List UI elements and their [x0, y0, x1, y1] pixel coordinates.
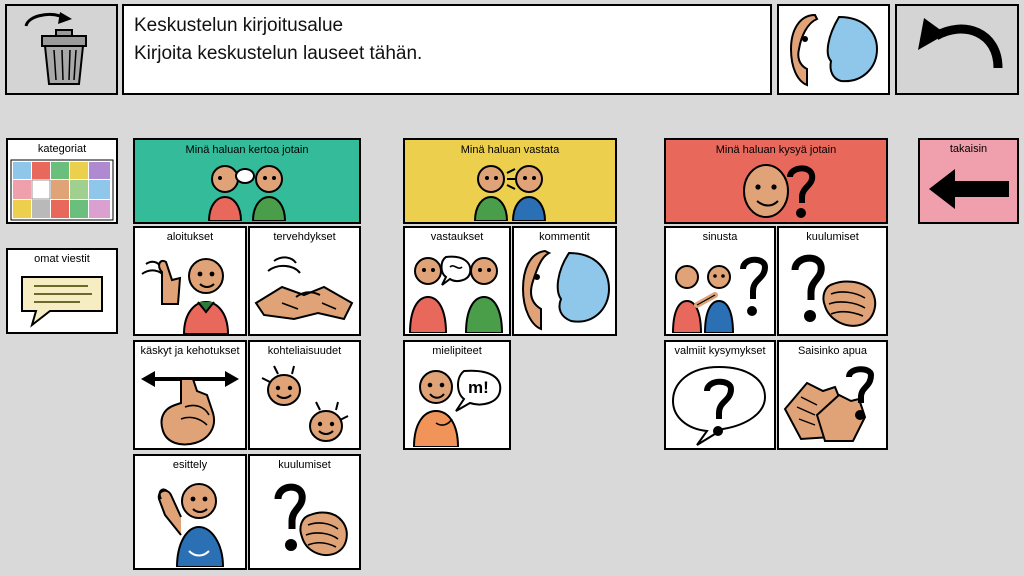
tile-tervehdykset[interactable] — [248, 226, 361, 336]
speech-bubble-lines-icon — [8, 267, 116, 332]
top-toolbar — [0, 0, 1024, 99]
group-header-answer[interactable] — [403, 138, 617, 224]
question-mark-fist-icon — [250, 473, 359, 568]
pointing-hand-arrows-icon — [135, 359, 245, 448]
tile-tervehdykset-label: tervehdykset — [273, 231, 336, 243]
tile-kuulumiset-ask-label: kuulumiset — [806, 231, 859, 243]
writing-area-prompt: Kirjoita keskustelun lauseet tähän. — [134, 43, 423, 64]
head-speech-bubble-icon — [781, 9, 886, 91]
hands-question-icon — [779, 359, 886, 448]
tile-mielipiteet-label: mielipiteet — [432, 345, 482, 357]
tile-aloitukset-label: aloitukset — [166, 231, 214, 243]
tile-kuulumiset-tell-label: kuulumiset — [278, 459, 331, 471]
undo-button[interactable] — [895, 4, 1019, 95]
tile-kaskyt-ja-kehotukset[interactable] — [133, 340, 247, 450]
tile-kohteliaisuudet[interactable] — [248, 340, 361, 450]
tile-saisinko-apua[interactable] — [777, 340, 888, 450]
sidebar-item-kategoriat[interactable] — [6, 138, 118, 224]
group-header-answer-label: Minä haluan vastata — [460, 144, 560, 156]
two-people-speech-icon — [405, 245, 509, 334]
waving-hand-person-icon — [135, 245, 245, 334]
group-header-tell[interactable] — [133, 138, 361, 224]
trash-can-icon — [12, 10, 112, 90]
tile-kuulumiset-tell[interactable] — [248, 454, 361, 570]
tile-saisinko-apua-label: Saisinko apua — [797, 345, 868, 357]
speak-button[interactable] — [777, 4, 890, 95]
tile-vastaukset[interactable] — [403, 226, 511, 336]
face-question-mark-icon — [666, 158, 886, 222]
person-opinion-bubble-icon — [405, 359, 509, 448]
two-people-question-icon — [666, 245, 774, 334]
svg-text:m!: m! — [468, 377, 489, 397]
back-tile-label: takaisin — [949, 143, 988, 155]
tile-esittely[interactable] — [133, 454, 247, 570]
tile-esittely-label: esittely — [172, 459, 208, 471]
tile-sinusta-label: sinusta — [702, 231, 738, 243]
delete-button[interactable] — [5, 4, 118, 95]
group-header-tell-label: Minä haluan kertoa jotain — [185, 144, 309, 156]
person-raised-hand-icon — [135, 473, 245, 568]
two-faces-icon — [250, 359, 359, 448]
speech-bubble-question-icon — [666, 359, 774, 448]
two-people-talking-icon — [135, 158, 359, 222]
tile-kuulumiset-ask[interactable] — [777, 226, 888, 336]
tile-mielipiteet[interactable] — [403, 340, 511, 450]
two-heads-talking-icon — [405, 158, 615, 222]
curved-arrow-icon — [902, 10, 1012, 90]
tile-kaskyt-ja-kehotukset-label: käskyt ja kehotukset — [140, 345, 240, 357]
tile-sinusta[interactable] — [664, 226, 776, 336]
question-mark-fist-icon — [779, 245, 886, 334]
tile-kommentit-label: kommentit — [539, 231, 590, 243]
category-grid-icon — [8, 157, 116, 222]
tile-kommentit[interactable] — [512, 226, 617, 336]
head-speech-bubble-icon — [514, 245, 615, 334]
sidebar-item-omat-viestit-label: omat viestit — [34, 253, 90, 265]
back-tile[interactable] — [918, 138, 1019, 224]
tile-vastaukset-label: vastaukset — [430, 231, 484, 243]
writing-area-title: Keskustelun kirjoitusalue — [134, 15, 344, 36]
sidebar-item-omat-viestit[interactable] — [6, 248, 118, 334]
left-arrow-icon — [920, 155, 1017, 222]
tile-valmiit-kysymykset[interactable] — [664, 340, 776, 450]
tile-aloitukset[interactable] — [133, 226, 247, 336]
tile-kohteliaisuudet-label: kohteliaisuudet — [267, 345, 342, 357]
handshake-icon — [250, 245, 359, 334]
sidebar-item-kategoriat-label: kategoriat — [37, 143, 87, 155]
group-header-ask-label: Minä haluan kysyä jotain — [715, 144, 837, 156]
group-header-ask[interactable] — [664, 138, 888, 224]
tile-valmiit-kysymykset-label: valmiit kysymykset — [674, 345, 766, 357]
writing-area[interactable] — [122, 4, 772, 95]
